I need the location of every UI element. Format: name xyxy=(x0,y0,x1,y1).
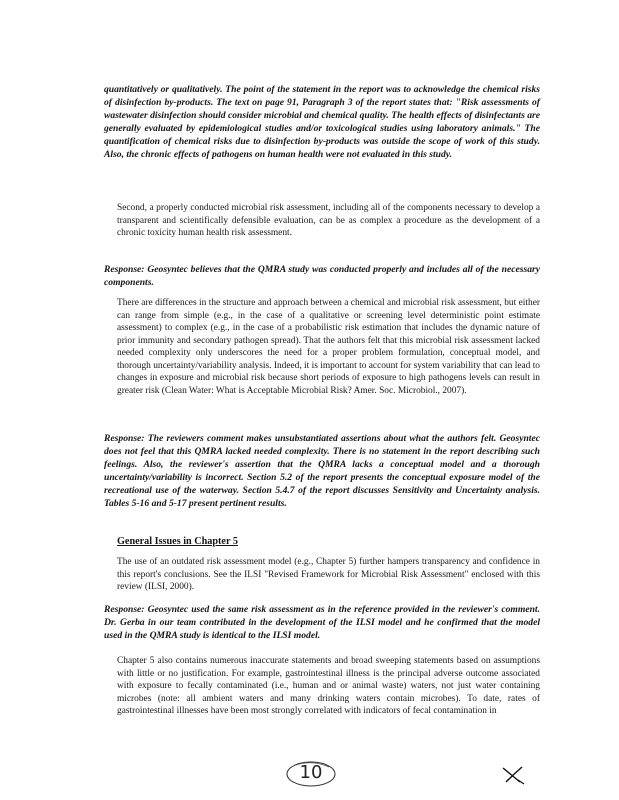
handwritten-check-icon xyxy=(500,764,526,786)
section-heading: General Issues in Chapter 5 xyxy=(117,536,238,547)
page-number: 10 xyxy=(299,762,323,783)
response-paragraph-4: Response: Geosyntec used the same risk assessment as in the reference provided in the reviewer's comment. Dr. Gerba in our team contributed in the development of the ILSI model and he confirmed that the model used in the QMRA study is identical to the ILSI model. xyxy=(104,604,540,641)
response-paragraph-3: Response: The reviewers comment makes unsubstantiated assertions about what the authors felt. Geosyntec does not feel that this QMRA lacked needed complexity. There is no statement in the report describing such feelings. Also, the reviewer's assertion that the QMRA lacks a conceptual model and a thorough uncertainty/variability is incorrect. Section 5.2 of the report presents the conceptual exposure model of the recreational use of the waterway. Section 5.4.7 of the report discusses Sensitivity and Uncertainty analysis. Tables 5-16 and 5-17 present pertinent results. xyxy=(104,433,540,509)
comment-paragraph-1: Second, a properly conducted microbial risk assessment, including all of the components necessary to develop a transparent and scientifically defensible evaluation, can be as complex a procedure as the development of a chronic toxicity human health risk assessment. xyxy=(117,203,540,238)
response-paragraph-1: quantitatively or qualitatively. The point of the statement in the report was to acknowledge the chemical risks of disinfection by-products. The text on page 91, Paragraph 3 of the report states that: "Risk assessments of wastewater disinfection should consider microbial and chemical quality. The health effects of disinfectants are generally evaluated by epidemiological studies and/or toxicological studies using laboratory animals." The quantification of chemical risks due to disinfection by-products was outside the scope of work of this study. Also, the chronic effects of pathogens on human health were not evaluated in this study. xyxy=(104,84,540,160)
comment-paragraph-2: There are differences in the structure and approach between a chemical and microbial risk assessment, but either can range from simple (e.g., in the case of a qualitative or screening level deterministic point estimate assessment) to complex (e.g., in the case of a probabilistic risk estimation that includes the dynamic nature of prior immunity and secondary pathogen spread). That the authors felt that this microbial risk assessment lacked needed complexity only underscores the need for a proper problem formulation, conceptual model, and thorough uncertainty/variability analysis. Indeed, it is important to account for system variability that can lead to changes in exposure and microbial risk because short periods of exposure to high pathogens levels can result in greater risk (Clean Water: What is Acceptable Microbial Risk? Amer. Soc. Microbiol., 2007). xyxy=(117,298,540,396)
response-paragraph-2: Response: Geosyntec believes that the QMRA study was conducted properly and includes all of the necessary components. xyxy=(104,264,540,288)
comment-paragraph-3: The use of an outdated risk assessment model (e.g., Chapter 5) further hampers transparency and confidence in this report's conclusions. See the ILSI "Revised Framework for Microbial Risk Assessment" enclosed with this review (ILSI, 2000). xyxy=(117,557,540,592)
page-number-stamp xyxy=(283,758,339,790)
comment-paragraph-4: Chapter 5 also contains numerous inaccurate statements and broad sweeping statements based on assumptions with little or no justification. For example, gastrointestinal illness is the principal adverse outcome associated with exposure to fecally contaminated (i.e., human and or animal waste) waters, not just water containing microbes (note: all ambient waters and many drinking waters contain microbes). To date, rates of gastrointestinal illnesses have been most strongly correlated with indicators of fecal contamination in xyxy=(117,656,540,716)
